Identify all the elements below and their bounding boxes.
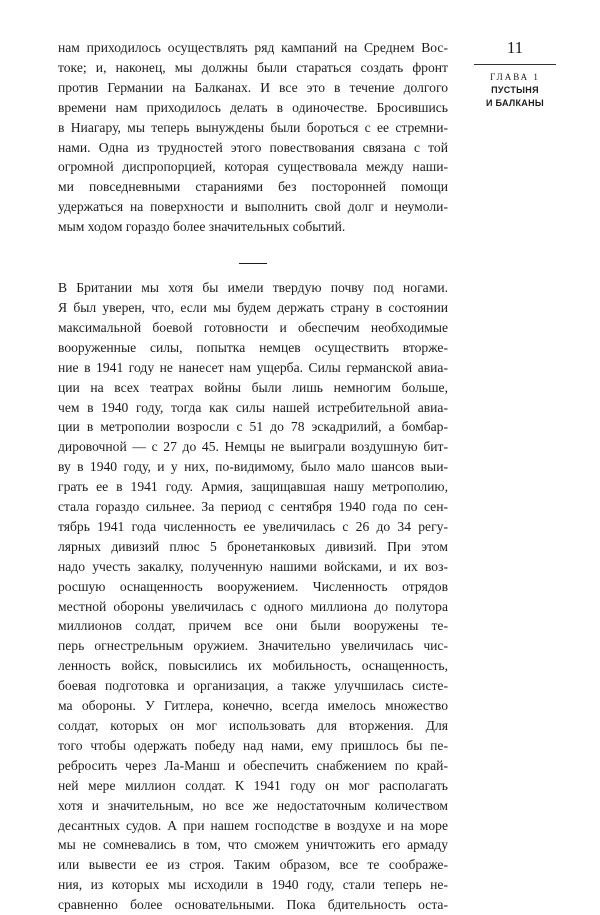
text-line: нам приходилось осуществлять ряд кампаний на Среднем Вос-	[58, 40, 448, 55]
paragraph-1	[58, 38, 448, 237]
text-line: десантных судов. А при нашем господстве в воздухе и на море	[58, 817, 448, 833]
text-line: ву в 1940 году, и у них, по-видимому, было мало шансов выи-	[58, 459, 448, 475]
text-line: ции в метрополии возросли с 51 до 78 эскадрилий, а бомбар-	[58, 419, 448, 435]
text-line: Я был уверен, что, если мы будем держать страну в состоянии	[58, 299, 448, 315]
text-line: вооруженные силы, попытка немцев осуществить вторже-	[58, 339, 448, 355]
section-divider	[239, 263, 267, 264]
margin-column	[470, 38, 560, 109]
text-line: местной обороны увеличилась с одного миллиона до полутора	[58, 598, 448, 614]
text-line: ми повседневными стараниями без посторонней помощи	[58, 179, 448, 195]
text-line: ния, из которых мы исходили в 1940 году, стали теперь не-	[58, 877, 448, 893]
text-line: ней мере миллион солдат. К 1941 году он мог располагать	[58, 777, 448, 793]
text-line: ние в 1941 году не нанесет нам ущерба. Силы германской авиа-	[58, 359, 448, 375]
chapter-title-line: ПУСТЫНЯ	[491, 85, 539, 95]
text-line: чем в 1940 году, тогда как силы нашей истребительной авиа-	[58, 399, 448, 415]
text-line: В Британии мы хотя бы имели твердую почву под ногами.	[58, 280, 448, 296]
page-number: 11	[506, 38, 524, 57]
text-line: стала гораздо сильнее. За период с сентября 1940 года по сен-	[58, 499, 448, 515]
text-line: надо учесть закалку, полученную нашими войсками, и их воз-	[58, 558, 448, 574]
text-line: боевая подготовка и организация, а также улучшилась систе-	[58, 678, 448, 694]
text-line: миллионов солдат, причем все они были вооружены те-	[58, 618, 448, 634]
text-line: в Ниагару, мы теперь вынуждены были бороться с ее стремни-	[58, 119, 448, 135]
text-line: или вывести ее из строя. Таким образом, все те соображе-	[58, 857, 448, 873]
text-line: хотя и значительным, но все же недостаточным количеством	[58, 797, 448, 813]
text-line: дировочной — с 27 до 45. Немцы не выиграли воздушную бит-	[58, 439, 448, 455]
text-line: ленность войск, повысились их мобильность, оснащенность,	[58, 658, 448, 674]
text-line: лярных дивизий плюс 5 бронетанковых дивизий. При этом	[58, 538, 448, 554]
margin-rule	[474, 64, 556, 65]
chapter-label: ГЛАВА 1	[490, 72, 540, 82]
text-line: солдат, которых он мог использовать для вторжения. Для	[58, 718, 448, 733]
text-line: сравненно более основательными. Пока бдительность оста-	[58, 897, 448, 913]
text-line: ции на всех театрах войны были лишь немногим больше,	[58, 379, 448, 395]
text-line: ребросить через Ла-Манш и обеспечить снабжением по край-	[58, 757, 448, 773]
text-line: нами. Одна из трудностей этого повествования связана с той	[58, 139, 448, 155]
text-line: максимальной боевой готовности и обеспечим необходимые	[58, 319, 448, 335]
text-line: ма обороны. У Гитлера, конечно, всегда имелось множество	[58, 698, 448, 714]
text-line: того чтобы одержать победу над нами, ему пришлось бы пе-	[58, 737, 448, 753]
text-line: огромной диспропорцией, которая существовала между наши-	[58, 159, 448, 175]
text-line: токе; и, наконец, мы должны были стараться создать фронт	[58, 59, 448, 75]
chapter-title-line: И БАЛКАНЫ	[485, 98, 545, 108]
text-line: перь огнестрельным оружием. Значительно увеличилась чис-	[58, 638, 448, 654]
text-line: мым ходом гораздо более значительных событий.	[58, 219, 346, 235]
text-line: удержаться на поверхности и выполнить свой долг и неумоли-	[58, 199, 448, 215]
paragraph-2	[58, 278, 448, 915]
text-line: мы не сомневались в том, что сможем уничтожить его армаду	[58, 837, 448, 853]
text-line: грать ее в 1941 году. Армия, защищавшая нашу метрополию,	[58, 479, 448, 495]
text-line: росшую оснащенность вооружением. Численность отрядов	[58, 578, 448, 594]
text-line: тябрь 1941 года численность ее увеличилась с 26 до 34 регу-	[58, 518, 448, 534]
main-text-column	[58, 38, 448, 915]
text-line: против Германии на Балканах. И все это в течение долгого	[58, 79, 448, 95]
text-line: времени нам приходилось делать в одиночестве. Бросившись	[58, 99, 448, 115]
